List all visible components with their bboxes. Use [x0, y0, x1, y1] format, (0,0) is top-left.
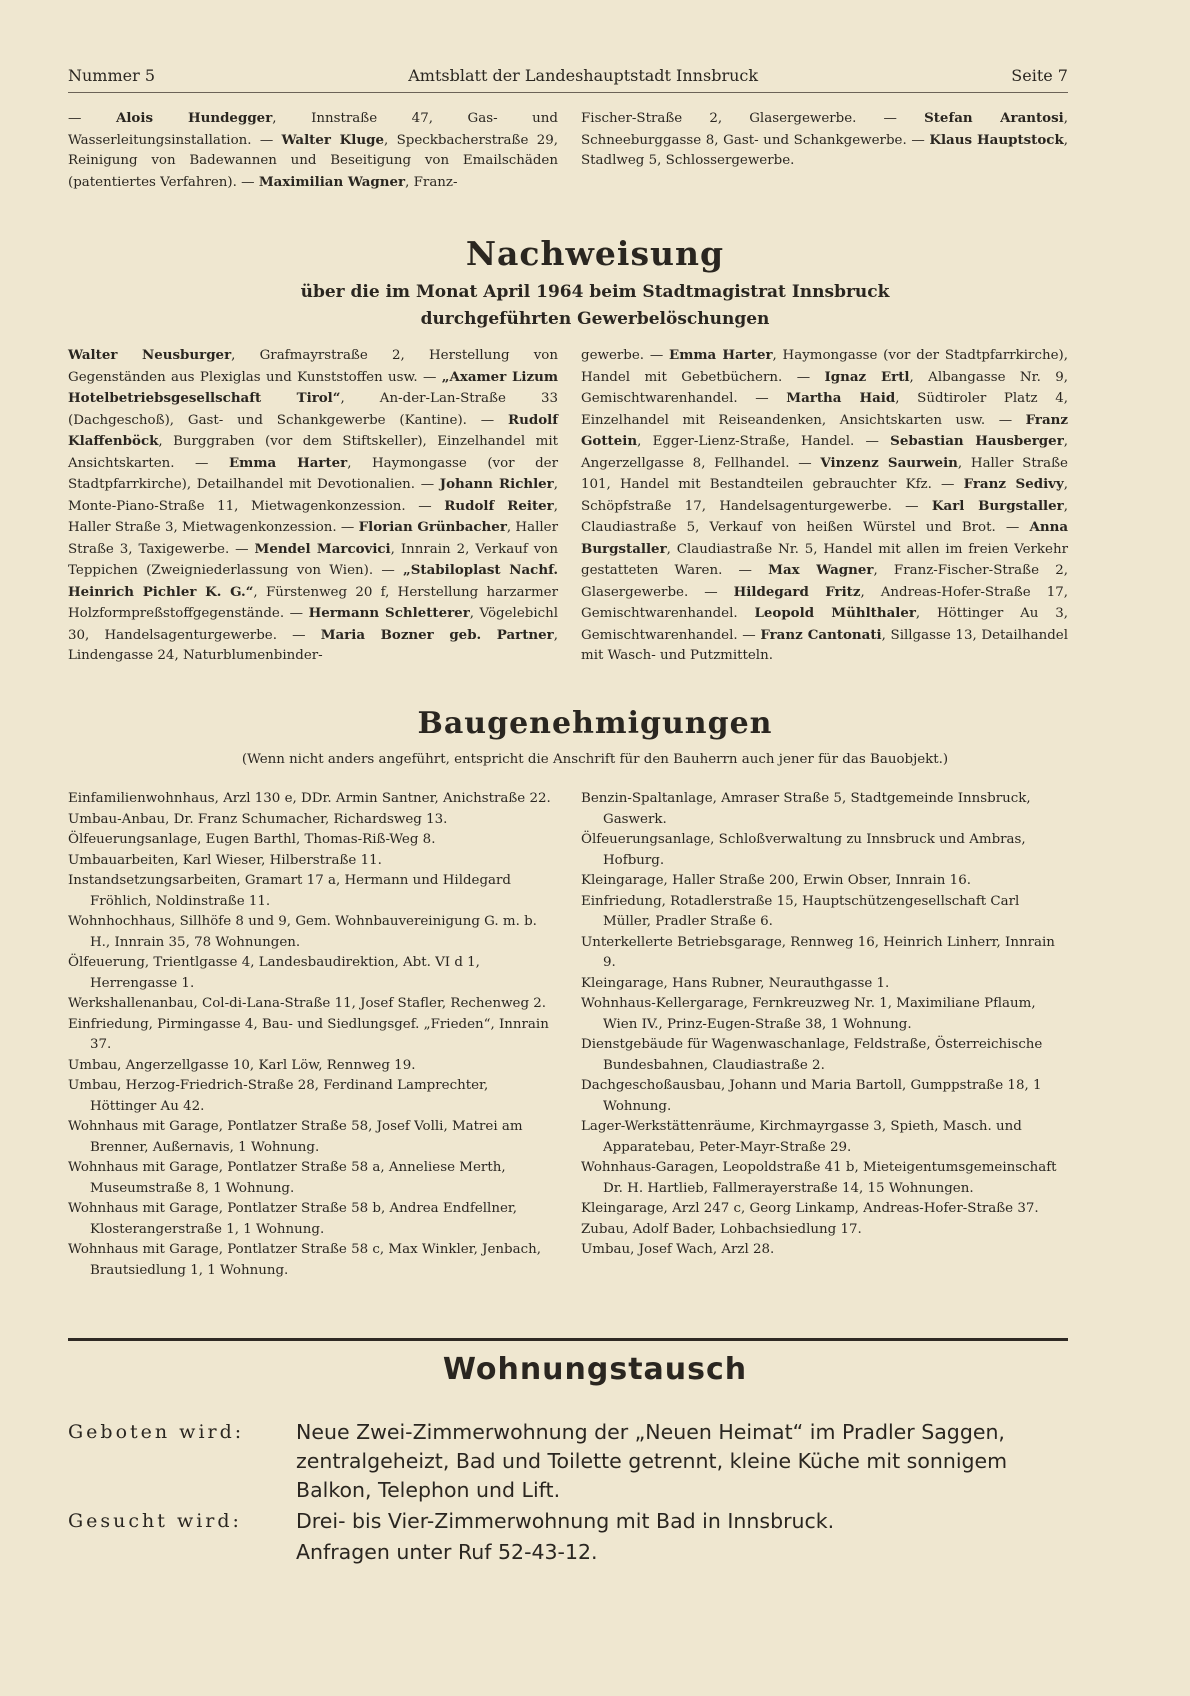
permit-item: Wohnhaus mit Garage, Pontlatzer Straße 58 c, Max Winkler, Jenbach, Brautsiedlung 1, 1 Wohnung. [68, 1242, 541, 1278]
entry-name: „Stabiloplast Nachf. Heinrich Pichler K. G.“ [68, 562, 559, 600]
permit-item: Umbau, Herzog-Friedrich-Straße 28, Ferdinand Lamprechter, Höttinger Au 42. [68, 1078, 489, 1114]
entry-name: Florian Grünbacher [358, 519, 507, 535]
wohnungstausch-title: Wohnungstausch [442, 1352, 748, 1387]
registry-entry: — Hermann Schletterer, Vögelebichl 30, Handelsagenturgewerbe. [68, 605, 559, 643]
nachweisung-left-column [68, 345, 558, 667]
registry-entry: — Rudolf Reiter, Haller Straße 3, Mietwagenkonzession. [68, 497, 558, 535]
nachweisung-title: Nachweisung [465, 234, 725, 273]
registry-entry: — Vinzenz Saurwein, Haller Straße 101, Handel mit Bestandteilen gebrauchter Kfz. [581, 454, 1068, 492]
registry-entry: — Max Wagner, Franz-Fischer-Straße 2, Glasergewerbe. [581, 562, 1068, 600]
header-rule [68, 92, 1068, 93]
registry-entry: — „Axamer Lizum Hotelbetriebsgesellschaft Tirol“, An-der-Lan-Straße 33 (Dachgeschoß), Gast- und Schankgewerbe (Kantine). [68, 368, 559, 428]
entry-name: Ignaz Ertl [824, 368, 910, 385]
registry-entry: — Franz Sedivy, Schöpfstraße 17, Handelsagenturgewerbe. [581, 476, 1068, 514]
permit-item: Wohnhaus mit Garage, Pontlatzer Straße 58, Josef Volli, Matrei am Brenner, Außernavis, 1 Wohnung. [68, 1119, 523, 1155]
registry-entry: — Franz Gottein, Egger-Lienz-Straße, Handel. [581, 411, 1068, 449]
section-divider [68, 1338, 1068, 1341]
permit-item: Kleingarage, Arzl 247 c, Georg Linkamp, Andreas-Hofer-Straße 37. [581, 1201, 1039, 1216]
permit-item: Werkshallenanbau, Col-di-Lana-Straße 11, Josef Stafler, Rechenweg 2. [68, 996, 547, 1011]
baugenehmigungen-title: Baugenehmigungen [417, 706, 773, 741]
entry-name: Maximilian Wagner [258, 173, 406, 190]
entry-name: Alois Hundegger [115, 110, 273, 126]
permit-item: Benzin-Spaltanlage, Amraser Straße 5, Stadtgemeinde Innsbruck, Gaswerk. [581, 791, 1031, 827]
permit-item: Einfriedung, Rotadlerstraße 15, Hauptschützengesellschaft Carl Müller, Pradler Straße 6. [581, 893, 1020, 929]
entry-text: , Speckbacherstraße 29, Reinigung von Badewannen und Beseitigung von Emailschäden (patentiertes Verfahren). [68, 132, 558, 190]
registry-entry: — Klaus Hauptstock, Stadlweg 5, Schlossergewerbe. [581, 131, 1068, 168]
permit-item: Wohnhaus-Kellergarage, Fernkreuzweg Nr. 1, Maximiliane Pflaum, Wien IV., Prinz-Eugen-Straße 38, 1 Wohnung. [581, 996, 1036, 1032]
registry-entry: — Walter Kluge, Speckbacherstraße 29, Reinigung von Badewannen und Beseitigung von Emailschäden (patentiertes Verfahren). [68, 131, 558, 190]
permit-item: Einfamilienwohnhaus, Arzl 130 e, DDr. Armin Santner, Anichstraße 22. [68, 791, 551, 806]
permits-right-column [581, 789, 1068, 1261]
nachweisung-subtitle-2: durchgeführten Gewerbelöschungen [420, 309, 770, 329]
entry-name: Rudolf Reiter [444, 497, 554, 514]
entry-name: Johann Richler [439, 476, 554, 492]
entry-name: Franz Gottein [581, 411, 1068, 449]
permit-item: Zubau, Adolf Bader, Lohbachsiedlung 17. [581, 1221, 862, 1237]
entry-text: , Stadlweg 5, Schlossergewerbe. [581, 132, 1068, 168]
entry-text: , Franz- [405, 174, 458, 190]
permit-item: Lager-Werkstättenräume, Kirchmayrgasse 3, Spieth, Masch. und Apparatebau, Peter-Mayr-Straße 29. [581, 1119, 1022, 1155]
registry-entry: — Anna Burgstaller, Claudiastraße Nr. 5, Handel mit allen im freien Verkehr gestatteten Waren. [581, 519, 1068, 578]
offered-text: Neue Zwei-Zimmerwohnung der „Neuen Heimat“ im Pradler Saggen, zentralgeheizt, Bad und Toilette getrennt, kleine Küche mit sonnigem Balkon, Telephon und Lift. [296, 1420, 1008, 1502]
registry-entry: — Mendel Marcovici, Innrain 2, Verkauf von Teppichen (Zweigniederlassung von Wien). [68, 540, 558, 578]
entry-text: , An-der-Lan-Straße 33 (Dachgeschoß), Gast- und Schankgewerbe (Kantine). [68, 391, 558, 428]
entry-text: , Haller Straße 3, Taxigewerbe. [68, 520, 558, 557]
entry-name: Hildegard Fritz [733, 583, 861, 600]
entry-text: , Innrain 2, Verkauf von Teppichen (Zweigniederlassung von Wien). [68, 541, 558, 578]
entry-name: Klaus Hauptstock [929, 131, 1064, 148]
registry-entry: — Maximilian Wagner, Franz- [236, 173, 458, 190]
entry-name: Vinzenz Saurwein [820, 454, 958, 471]
registry-entry: — Karl Burgstaller, Claudiastraße 5, Verkauf von heißen Würstel und Brot. [581, 497, 1068, 535]
entry-text: Fischer-Straße 2, Glasergewerbe. [581, 111, 857, 126]
entry-text: , Sillgasse 13, Detailhandel mit Wasch- und Putzmitteln. [581, 627, 1068, 663]
permit-item: Ölfeuerungsanlage, Eugen Barthl, Thomas-Riß-Weg 8. [68, 832, 436, 847]
registry-entry [581, 111, 856, 126]
permit-item: Instandsetzungsarbeiten, Gramart 17 a, Hermann und Hildegard Fröhlich, Noldinstraße 11. [68, 873, 512, 909]
permit-item: Wohnhaus mit Garage, Pontlatzer Straße 58 a, Anneliese Merth, Museumstraße 8, 1 Wohnung. [68, 1160, 506, 1196]
permit-item: Ölfeuerungsanlage, Schloßverwaltung zu Innsbruck und Ambras, Hofburg. [581, 832, 1026, 868]
baugenehmigungen-note: (Wenn nicht anders angeführt, entspricht die Anschrift für den Bauherrn auch jener für das Bauobjekt.) [241, 752, 949, 767]
entry-text: , Schöpfstraße 17, Handelsagenturgewerbe. [581, 477, 1068, 514]
registry-entry: — Maria Bozner geb. Partner, Lindengasse 24, Naturblumenbinder- [68, 626, 558, 663]
registry-entry: — Franz Cantonati, Sillgasse 13, Detailhandel mit Wasch- und Putzmitteln. [581, 626, 1068, 663]
entry-text: , Vögelebichl 30, Handelsagenturgewerbe. [68, 606, 559, 643]
page-header [68, 62, 1068, 88]
entry-text: , Fürstenweg 20 f, Herstellung harzarmer Holzformpreßstoffgegenstände. [68, 584, 558, 621]
permit-item: Umbauarbeiten, Karl Wieser, Hilberstraße 11. [68, 852, 382, 868]
entry-name: Rudolf Klaffenböck [68, 411, 559, 449]
permit-item: Dienstgebäude für Wagenwaschanlage, Feldstraße, Österreichische Bundesbahnen, Claudiastraße 2. [581, 1037, 1043, 1073]
entry-text: , Andreas-Hofer-Straße 17, Gemischtwarenhandel. [581, 584, 1069, 621]
entry-text: , Grafmayrstraße 2, Herstellung von Gegenständen aus Plexiglas und Kunststoffen usw. [68, 348, 558, 385]
publication-title: Amtsblatt der Landeshauptstadt Innsbruck [408, 65, 759, 85]
entry-name: Walter Kluge [281, 131, 385, 148]
entry-text: , Innstraße 47, Gas- und Wasserleitungsinstallation. [68, 111, 558, 148]
intro-left-column [68, 108, 558, 193]
permit-item: Wohnhochhaus, Sillhöfe 8 und 9, Gem. Wohnbauvereinigung G. m. b. H., Innrain 35, 78 Wohnungen. [68, 914, 537, 950]
registry-entry [581, 348, 644, 363]
entry-name: Emma Harter [228, 454, 348, 471]
entry-text: , Claudiastraße 5, Verkauf von heißen Würstel und Brot. [581, 498, 1068, 535]
entry-text: , Egger-Lienz-Straße, Handel. [637, 434, 855, 449]
entry-text: , Franz-Fischer-Straße 2, Glasergewerbe. [581, 563, 1068, 600]
permit-item: Dachgeschoßausbau, Johann und Maria Bartoll, Gumppstraße 18, 1 Wohnung. [581, 1078, 1042, 1114]
contact-text: Anfragen unter Ruf 52-43-12. [296, 1540, 598, 1564]
nachweisung-right-column [581, 345, 1068, 667]
permit-item: Unterkellerte Betriebsgarage, Rennweg 16, Heinrich Linherr, Innrain 9. [581, 934, 1055, 970]
entry-text: , Monte-Piano-Straße 11, Mietwagenkonzession. [68, 477, 559, 514]
permit-item: Einfriedung, Pirmingasse 4, Bau- und Siedlungsgef. „Frieden“, Innrain 37. [68, 1016, 549, 1052]
entry-text: , Angerzellgasse 8, Fellhandel. [581, 434, 1069, 471]
permit-item: Umbau, Angerzellgasse 10, Karl Löw, Rennweg 19. [68, 1057, 416, 1073]
permit-item: Umbau-Anbau, Dr. Franz Schumacher, Richardsweg 13. [68, 811, 448, 827]
registry-entry: — Florian Grünbacher, Haller Straße 3, Taxigewerbe. [68, 519, 558, 557]
permit-item: Wohnhaus mit Garage, Pontlatzer Straße 58 b, Andrea Endfellner, Klosterangerstraße 1, 1 Wohnung. [68, 1201, 518, 1237]
offered-label: Geboten wird: [68, 1421, 245, 1443]
registry-entry: — Johann Richler, Monte-Piano-Straße 11, Mietwagenkonzession. [68, 476, 559, 514]
sought-label: Gesucht wird: [68, 1510, 242, 1532]
entry-text: , Albangasse Nr. 9, Gemischtwarenhandel. [581, 369, 1069, 406]
entry-text: , Höttinger Au 3, Gemischtwarenhandel. [581, 606, 1068, 643]
permit-item: Kleingarage, Hans Rubner, Neurauthgasse 1. [581, 975, 890, 991]
registry-entry: — Hildegard Fritz, Andreas-Hofer-Straße 17, Gemischtwarenhandel. [581, 583, 1069, 621]
entry-text: , Haymongasse (vor der Stadtpfarrkirche), Handel mit Gebetbüchern. [581, 348, 1068, 385]
permit-item: Umbau, Josef Wach, Arzl 28. [581, 1242, 775, 1257]
entry-name: Karl Burgstaller [931, 497, 1064, 514]
entry-name: Mendel Marcovici [254, 540, 391, 557]
entry-name: Max Wagner [768, 562, 874, 578]
registry-entry: — Emma Harter, Haymongasse (vor der Stadtpfarrkirche), Detailhandel mit Devotionalien. [68, 454, 558, 492]
permit-item: Kleingarage, Haller Straße 200, Erwin Obser, Innrain 16. [581, 873, 971, 888]
entry-text: gewerbe. [581, 348, 645, 363]
registry-entry: — Emma Harter, Haymongasse (vor der Stadtpfarrkirche), Handel mit Gebetbüchern. [581, 347, 1068, 385]
entry-text: , Burggraben (vor dem Stiftskeller), Einzelhandel mit Ansichtskarten. [68, 434, 558, 471]
registry-entry: — Martha Haid, Südtiroler Platz 4, Einzelhandel mit Reiseandenken, Ansichtskarten usw. [581, 390, 1069, 428]
permit-item: Ölfeuerung, Trientlgasse 4, Landesbaudirektion, Abt. VI d 1, Herrengasse 1. [68, 955, 480, 991]
registry-entry: — Alois Hundegger, Innstraße 47, Gas- und Wasserleitungsinstallation. [68, 110, 558, 148]
entry-text: , Schneeburggasse 8, Gast- und Schankgewerbe. [581, 111, 1068, 148]
entry-name: Emma Harter [668, 347, 773, 363]
registry-entry: — Sebastian Hausberger, Angerzellgasse 8, Fellhandel. [581, 433, 1069, 471]
page-number: Seite 7 [1011, 65, 1068, 85]
entry-name: Maria Bozner geb. Partner [320, 626, 554, 643]
entry-text: , Haller Straße 101, Handel mit Bestandteilen gebrauchter Kfz. [581, 455, 1068, 492]
sought-text: Drei- bis Vier-Zimmerwohnung mit Bad in Innsbruck. [296, 1509, 835, 1533]
issue-number: Nummer 5 [68, 65, 156, 85]
entry-name: „Axamer Lizum Hotelbetriebsgesellschaft Tirol“ [68, 368, 559, 406]
entry-name: Franz Sedivy [963, 476, 1064, 492]
entry-name: Anna Burgstaller [581, 519, 1068, 557]
entry-name: Hermann Schletterer [308, 605, 470, 621]
registry-entry: — „Stabiloplast Nachf. Heinrich Pichler K. G.“, Fürstenweg 20 f, Herstellung harzarmer Holzformpreßstoffgegenstände. [68, 562, 559, 621]
entry-text: , Haller Straße 3, Mietwagenkonzession. [68, 498, 558, 535]
permit-item: Wohnhaus-Garagen, Leopoldstraße 41 b, Mieteigentumsgemeinschaft Dr. H. Hartlieb, Fallmerayerstraße 14, 15 Wohnungen. [581, 1160, 1057, 1196]
entry-name: Walter Neusburger [68, 347, 232, 363]
entry-name: Franz Cantonati [760, 626, 882, 643]
permits-left-column [68, 789, 558, 1281]
entry-name: Martha Haid [786, 390, 896, 406]
exchange-sought [0, 1507, 1190, 1577]
entry-name: Leopold Mühlthaler [754, 605, 916, 621]
entry-text: , Claudiastraße Nr. 5, Handel mit allen im freien Verkehr gestatteten Waren. [581, 541, 1068, 578]
registry-entry: — Rudolf Klaffenböck, Burggraben (vor dem Stiftskeller), Einzelhandel mit Ansichtskarten. [68, 411, 559, 471]
registry-entry: — Ignaz Ertl, Albangasse Nr. 9, Gemischtwarenhandel. [581, 368, 1069, 406]
intro-right-column [581, 108, 1068, 172]
entry-name: Sebastian Hausberger [890, 433, 1064, 449]
nachweisung-subtitle-1: über die im Monat April 1964 beim Stadtmagistrat Innsbruck [300, 282, 890, 302]
entry-name: Stefan Arantosi [924, 110, 1064, 126]
registry-entry: — Stefan Arantosi, Schneeburggasse 8, Gast- und Schankgewerbe. [581, 110, 1068, 148]
entry-text: , Südtiroler Platz 4, Einzelhandel mit Reiseandenken, Ansichtskarten usw. [581, 391, 1069, 428]
entry-text: , Haymongasse (vor der Stadtpfarrkirche), Detailhandel mit Devotionalien. [68, 455, 558, 492]
entry-text: , Lindengasse 24, Naturblumenbinder- [68, 627, 558, 663]
